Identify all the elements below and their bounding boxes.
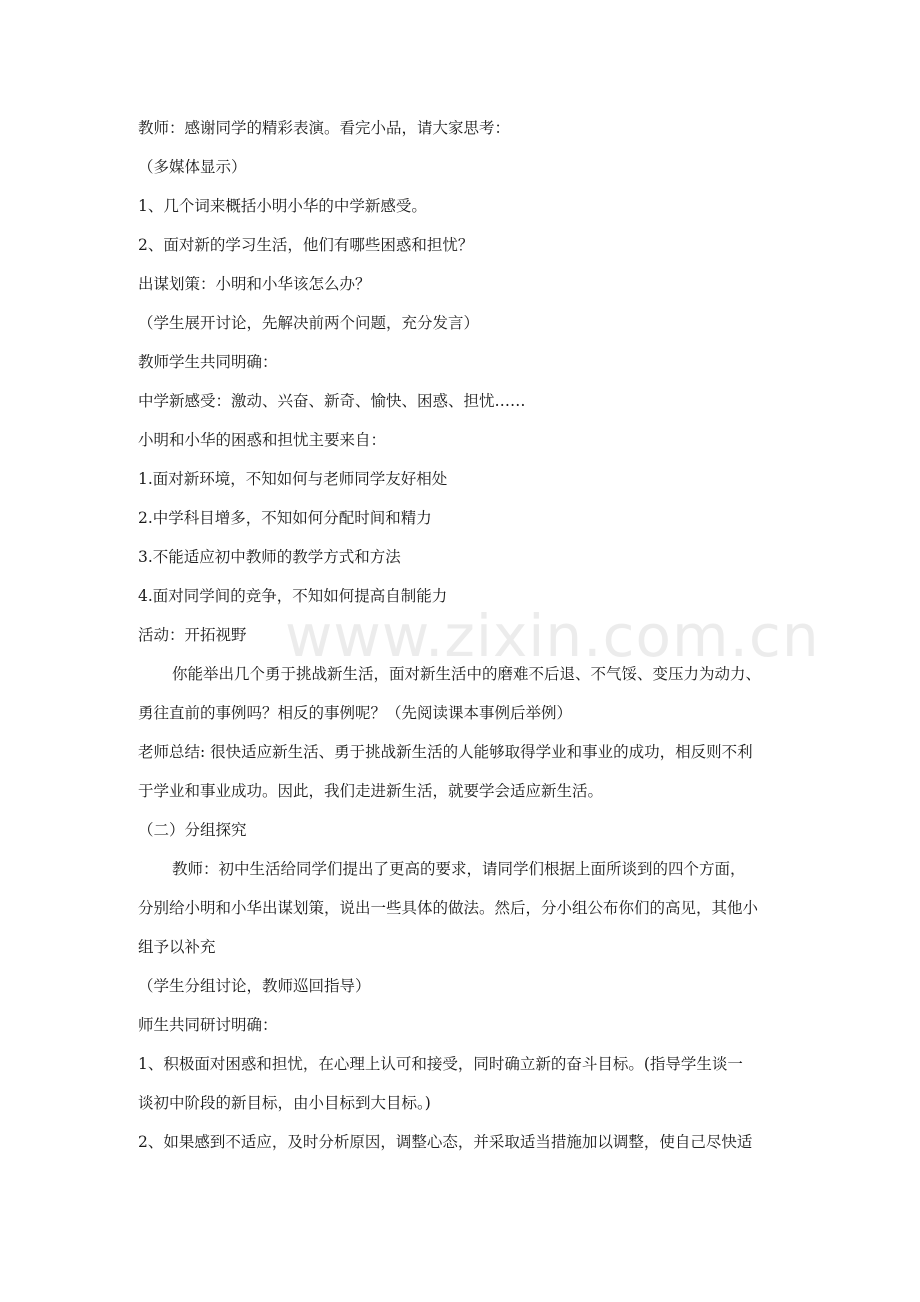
- paragraph-row: 教师：初中生活给同学们提出了更高的要求，请同学们根据上面所谈到的四个方面，: [172, 860, 746, 878]
- document-body: [138, 118, 784, 1171]
- paragraph-row: 老师总结: 很快适应新生活、勇于挑战新生活的人能够取得学业和事业的成功，相反则不利: [138, 743, 753, 761]
- text-line: 教师：感谢同学的精彩表演。看完小品，请大家思考：: [138, 119, 511, 137]
- paragraph-row: 勇往直前的事例吗？相反的事例呢？（先阅读课本事例后举例）: [138, 704, 573, 722]
- text-line: 4.面对同学间的竞争，不知如何提高自制能力: [138, 587, 448, 605]
- paragraph-row: 组予以补充: [138, 938, 216, 956]
- text-line: 师生共同研讨明确：: [138, 1016, 278, 1034]
- watermark: www.zixin.com.cn: [285, 602, 820, 670]
- paragraph-row: 于学业和事业成功。因此，我们走进新生活，就要学会适应新生活。: [138, 782, 604, 800]
- text-line: 教师学生共同明确：: [138, 353, 278, 371]
- text-line: 小明和小华的困惑和担忧主要来自：: [138, 431, 387, 449]
- paragraph-point-1: [138, 1054, 784, 1113]
- paragraph-row: 你能举出几个勇于挑战新生活，面对新生活中的磨难不后退、不气馁、变压力为动力、: [172, 665, 762, 683]
- text-line: 1、几个词来概括小明小华的中学新感受。: [138, 197, 427, 215]
- paragraph-activity: [138, 664, 784, 723]
- text-line: 活动：开拓视野: [138, 626, 247, 644]
- paragraph-summary: [138, 742, 784, 801]
- paragraph-group-task: [138, 859, 784, 957]
- section-heading: （二）分组探究: [138, 821, 247, 839]
- text-line: （学生展开讨论，先解决前两个问题，充分发言）: [138, 314, 480, 332]
- text-line: （多媒体显示）: [138, 158, 247, 176]
- paragraph-row: 谈初中阶段的新目标，由小目标到大目标。): [138, 1094, 431, 1112]
- text-line: 2、面对新的学习生活，他们有哪些困惑和担忧？: [138, 236, 474, 254]
- paragraph-row: 2、如果感到不适应，及时分析原因，调整心态，并采取适当措施加以调整，使自己尽快适: [138, 1133, 753, 1151]
- text-line: 出谋划策：小明和小华该怎么办？: [138, 275, 371, 293]
- text-line: 1.面对新环境，不知如何与老师同学友好相处: [138, 470, 448, 488]
- text-line: 中学新感受：激动、兴奋、新奇、愉快、困惑、担忧……: [138, 392, 526, 410]
- text-line: 2.中学科目增多，不知如何分配时间和精力: [138, 509, 432, 527]
- paragraph-row: 1、积极面对困惑和担忧，在心理上认可和接受，同时确立新的奋斗目标。(指导学生谈一: [138, 1055, 743, 1073]
- text-line: （学生分组讨论，教师巡回指导）: [138, 977, 371, 995]
- paragraph-row: 分别给小明和小华出谋划策，说出一些具体的做法。然后，分小组公布你们的高见，其他小: [138, 899, 759, 917]
- text-line: 3.不能适应初中教师的教学方式和方法: [138, 548, 401, 566]
- paragraph-point-2: [138, 1132, 784, 1152]
